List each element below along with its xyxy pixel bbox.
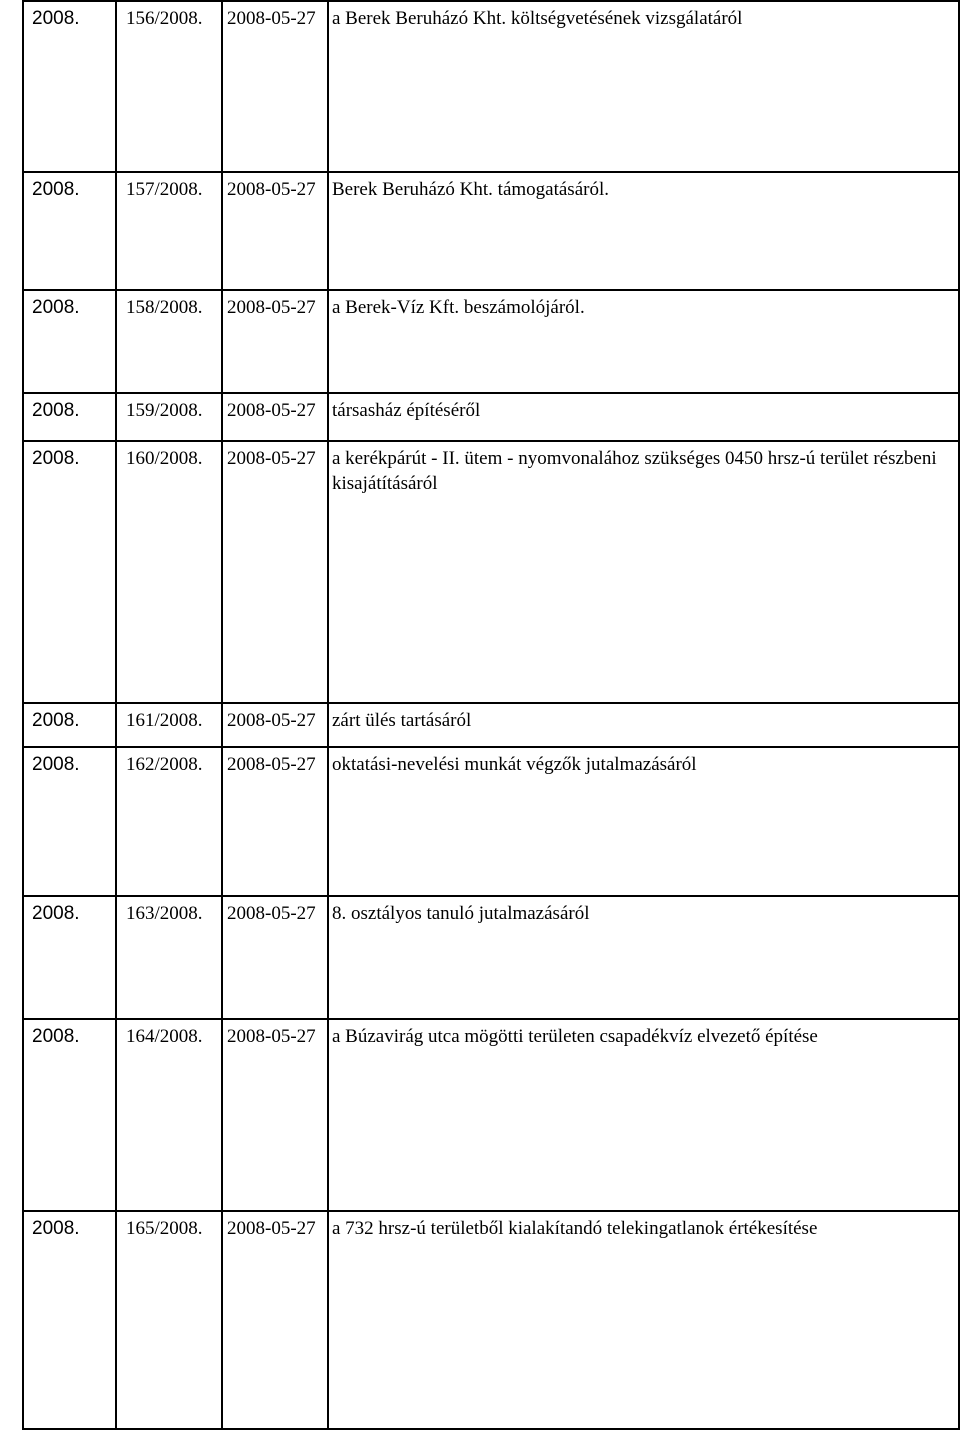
table-row bbox=[23, 393, 959, 441]
subject-cell: a Berek Beruházó Kht. költségvetésének vizsgálatáról bbox=[328, 1, 959, 172]
resolution-number-cell: 165/2008. bbox=[116, 1211, 222, 1429]
year-cell: 2008. bbox=[23, 441, 116, 703]
date-cell: 2008-05-27 bbox=[222, 896, 328, 1019]
year-cell: 2008. bbox=[23, 747, 116, 896]
year-cell: 2008. bbox=[23, 393, 116, 441]
year-cell: 2008. bbox=[23, 290, 116, 393]
table-row bbox=[23, 290, 959, 393]
date-cell: 2008-05-27 bbox=[222, 441, 328, 703]
date-cell: 2008-05-27 bbox=[222, 703, 328, 747]
date-cell: 2008-05-27 bbox=[222, 1211, 328, 1429]
subject-cell: társasház építéséről bbox=[328, 393, 959, 441]
resolution-number-cell: 162/2008. bbox=[116, 747, 222, 896]
subject-cell: a Berek-Víz Kft. beszámolójáról. bbox=[328, 290, 959, 393]
subject-cell: Berek Beruházó Kht. támogatásáról. bbox=[328, 172, 959, 290]
subject-cell: 8. osztályos tanuló jutalmazásáról bbox=[328, 896, 959, 1019]
resolution-number-cell: 160/2008. bbox=[116, 441, 222, 703]
resolution-number-cell: 159/2008. bbox=[116, 393, 222, 441]
table-row bbox=[23, 703, 959, 747]
year-cell: 2008. bbox=[23, 1, 116, 172]
table-row bbox=[23, 1019, 959, 1211]
subject-cell: oktatási-nevelési munkát végzők jutalmazásáról bbox=[328, 747, 959, 896]
subject-cell: zárt ülés tartásáról bbox=[328, 703, 959, 747]
year-cell: 2008. bbox=[23, 896, 116, 1019]
table-row bbox=[23, 1211, 959, 1429]
date-cell: 2008-05-27 bbox=[222, 747, 328, 896]
date-cell: 2008-05-27 bbox=[222, 290, 328, 393]
year-cell: 2008. bbox=[23, 172, 116, 290]
date-cell: 2008-05-27 bbox=[222, 1, 328, 172]
year-cell: 2008. bbox=[23, 703, 116, 747]
table-row bbox=[23, 1, 959, 172]
table-row bbox=[23, 441, 959, 703]
resolution-number-cell: 163/2008. bbox=[116, 896, 222, 1019]
resolution-number-cell: 161/2008. bbox=[116, 703, 222, 747]
date-cell: 2008-05-27 bbox=[222, 393, 328, 441]
date-cell: 2008-05-27 bbox=[222, 172, 328, 290]
resolution-number-cell: 157/2008. bbox=[116, 172, 222, 290]
subject-cell: a 732 hrsz-ú területből kialakítandó telekingatlanok értékesítése bbox=[328, 1211, 959, 1429]
resolution-number-cell: 156/2008. bbox=[116, 1, 222, 172]
table-row bbox=[23, 896, 959, 1019]
subject-cell: a kerékpárút - II. ütem - nyomvonalához szükséges 0450 hrsz-ú terület részbeni kisajátításáról bbox=[328, 441, 959, 703]
year-cell: 2008. bbox=[23, 1019, 116, 1211]
resolution-table bbox=[22, 0, 960, 1430]
resolution-number-cell: 158/2008. bbox=[116, 290, 222, 393]
table-row bbox=[23, 747, 959, 896]
subject-cell: a Búzavirág utca mögötti területen csapadékvíz elvezető építése bbox=[328, 1019, 959, 1211]
resolution-register bbox=[22, 0, 958, 1430]
date-cell: 2008-05-27 bbox=[222, 1019, 328, 1211]
resolution-number-cell: 164/2008. bbox=[116, 1019, 222, 1211]
table-row bbox=[23, 172, 959, 290]
year-cell: 2008. bbox=[23, 1211, 116, 1429]
